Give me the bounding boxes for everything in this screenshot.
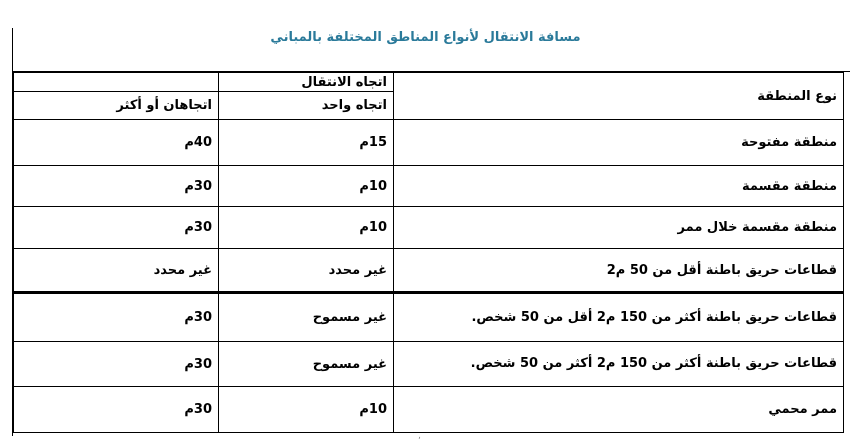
two-or-more-cell: 30م: [14, 207, 219, 249]
one-way-cell: 10م: [219, 166, 394, 207]
one-way-cell: غير مسموح: [219, 342, 394, 387]
zone-cell: قطاعات حريق باطنة أكثر من 150 م2 أقل من 50 شخص.: [394, 293, 844, 342]
one-way-cell: 10م: [219, 387, 394, 433]
zone-cell: ممر محمي: [394, 387, 844, 433]
one-way-cell: 15م: [219, 120, 394, 166]
table-row: [14, 293, 844, 342]
zone-cell: قطاعات حريق باطنة أكثر من 150 م2 أكثر من 50 شخص.: [394, 342, 844, 387]
table-caption: مسافة الانتقال لأنواع المناطق المختلفة بالمباني: [270, 30, 581, 45]
zone-cell: منطقة مفتوحة: [394, 120, 844, 166]
table-row: [14, 249, 844, 293]
table-row: [14, 166, 844, 207]
one-way-cell: غير محدد: [219, 249, 394, 293]
travel-distance-table: [13, 72, 844, 433]
zone-cell: قطاعات حريق باطنة أقل من 50 م2: [394, 249, 844, 293]
table-caption-box: [13, 0, 850, 72]
zone-cell: منطقة مقسمة خلال ممر: [394, 207, 844, 249]
two-or-more-cell: 30م: [14, 293, 219, 342]
two-or-more-cell: 30م: [14, 387, 219, 433]
zone-cell: منطقة مقسمة: [394, 166, 844, 207]
one-way-header: اتجاه واحد: [219, 92, 394, 120]
table-row: [14, 207, 844, 249]
table-row: [14, 342, 844, 387]
table-row: [14, 387, 844, 433]
direction-header: اتجاه الانتقال: [219, 73, 394, 92]
two-or-more-cell: 30م: [14, 166, 219, 207]
one-way-cell: غير مسموح: [219, 293, 394, 342]
two-or-more-header: اتجاهان أو أكثر: [14, 92, 219, 120]
two-or-more-cell: 30م: [14, 342, 219, 387]
two-or-more-cell: غير محدد: [14, 249, 219, 293]
one-way-cell: 10م: [219, 207, 394, 249]
zone-type-header: نوع المنطقة: [394, 73, 844, 120]
two-or-more-cell: 40م: [14, 120, 219, 166]
page-edge-mark: ‚: [418, 431, 421, 441]
table-row: [14, 120, 844, 166]
header-row: [14, 73, 844, 92]
direction-header-blank: [14, 73, 219, 92]
